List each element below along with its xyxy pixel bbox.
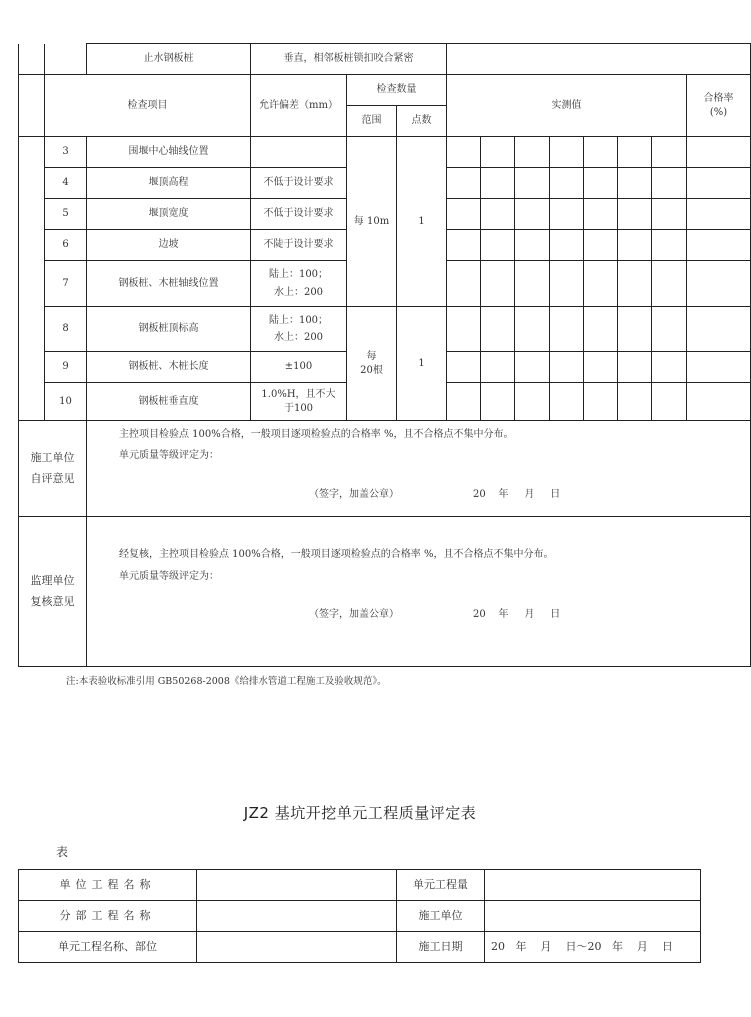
construction-date-label: 施工日期	[397, 932, 485, 963]
group1-points: 1	[397, 137, 447, 307]
supervise-eval-line1: 经复核，主控项目检验点 100%合格，一般项目逐项检验点的合格率 %，且不合格点不集中分布。	[119, 549, 554, 560]
row-tolerance: 1.0%H，且不大于100	[251, 383, 347, 421]
division-project-name-value[interactable]	[197, 901, 397, 932]
blank-cell	[19, 383, 45, 421]
self-eval-date: 20 年 月 日	[473, 489, 561, 500]
division-project-name-label: 分部工程名称	[19, 901, 197, 932]
blank-cell	[19, 352, 45, 383]
row-no: 6	[45, 230, 87, 261]
unit-quantity-value[interactable]	[485, 870, 701, 901]
blank-cell	[19, 199, 45, 230]
row-no: 9	[45, 352, 87, 383]
self-eval-label	[19, 421, 87, 517]
blank-cell	[19, 44, 45, 75]
row-item: 钢板桩、木桩轴线位置	[87, 261, 251, 307]
group2-range: 每 20根	[347, 307, 397, 421]
row-tolerance: 不陡于设计要求	[251, 230, 347, 261]
row-item: 边坡	[87, 230, 251, 261]
blank-cell	[19, 261, 45, 307]
group2-points: 1	[397, 307, 447, 421]
row-no: 7	[45, 261, 87, 307]
row-item: 钢板桩垂直度	[87, 383, 251, 421]
tolerance-water: 水上：200	[273, 332, 324, 343]
row-item: 钢板桩顶标高	[87, 307, 251, 352]
row-tolerance	[251, 307, 347, 352]
unit-project-name-label: 单位工程名称	[19, 870, 197, 901]
self-eval-line1: 主控项目检验点 100%合格，一般项目逐项检验点的合格率 %，且不合格点不集中分布。	[119, 429, 514, 440]
row-item: 围堰中心轴线位置	[87, 137, 251, 168]
blank-cell	[19, 307, 45, 352]
self-eval-sign: （签字，加盖公章）	[309, 489, 399, 500]
blank-cell	[19, 106, 45, 137]
top-row-requirement: 垂直，相邻板桩锁扣咬合紧密	[251, 44, 447, 75]
row-no: 8	[45, 307, 87, 352]
row-tolerance: 不低于设计要求	[251, 168, 347, 199]
supervise-eval-label	[19, 517, 87, 667]
header-item: 检查项目	[45, 75, 251, 137]
footnote: 注:本表验收标准引用 GB50268-2008《给排水管道工程施工及验收规范》。	[66, 676, 387, 687]
table-row	[19, 932, 701, 963]
row-item: 堰顶宽度	[87, 199, 251, 230]
supervise-eval-label-b: 复核意见	[30, 594, 75, 608]
inspection-table	[18, 43, 751, 667]
supervise-eval-row	[19, 517, 751, 667]
unit-project-name-value[interactable]	[197, 870, 397, 901]
tolerance-land: 陆上：100；	[268, 314, 329, 326]
row-tolerance	[251, 137, 347, 168]
top-row-name: 止水钢板桩	[87, 44, 251, 75]
supervise-eval-label-a: 监理单位	[30, 573, 75, 587]
supervise-eval-sign: （签字，加盖公章）	[309, 609, 399, 620]
construction-unit-label: 施工单位	[397, 901, 485, 932]
table-row	[19, 870, 701, 901]
table-row	[19, 137, 751, 168]
row-item: 堰顶高程	[87, 168, 251, 199]
self-eval-line2: 单元质量等级评定为：	[119, 450, 219, 461]
form2-subtitle: 表	[56, 845, 69, 859]
form2-title: JZ2 基坑开挖单元工程质量评定表	[243, 804, 477, 822]
blank-cell	[19, 168, 45, 199]
construction-unit-value[interactable]	[485, 901, 701, 932]
header-range: 范围	[347, 106, 397, 137]
blank-cell	[447, 44, 751, 75]
header-quantity: 检查数量	[347, 75, 447, 106]
header-points: 点数	[397, 106, 447, 137]
header-tolerance: 允许偏差（mm）	[251, 75, 347, 137]
tolerance-land: 陆上：100；	[268, 269, 329, 280]
row-no: 5	[45, 199, 87, 230]
header-pass-rate: 合格率(%)	[687, 75, 751, 137]
tolerance-water: 水上：200	[273, 286, 324, 298]
self-eval-content	[87, 421, 751, 517]
table-row	[19, 901, 701, 932]
group1-range: 每 10m	[347, 137, 397, 307]
blank-cell	[45, 44, 87, 75]
self-eval-row	[19, 421, 751, 517]
row-no: 4	[45, 168, 87, 199]
row-item: 钢板桩、木桩长度	[87, 352, 251, 383]
self-eval-label-a: 施工单位	[30, 450, 75, 464]
row-no: 3	[45, 137, 87, 168]
blank-cell	[19, 75, 45, 106]
supervise-eval-date: 20 年 月 日	[473, 609, 561, 620]
unit-name-location-value[interactable]	[197, 932, 397, 963]
header-measured: 实测值	[447, 75, 687, 137]
row-no: 10	[45, 383, 87, 421]
self-eval-label-b: 自评意见	[30, 471, 75, 485]
supervise-eval-content	[87, 517, 751, 667]
table-row	[19, 307, 751, 352]
supervise-eval-line2: 单元质量等级评定为：	[119, 571, 219, 582]
unit-quantity-label: 单元工程量	[397, 870, 485, 901]
unit-name-location-label: 单元工程名称、部位	[19, 932, 197, 963]
construction-date-value[interactable]: 20 年 月 日～20 年 月 日	[485, 932, 701, 963]
row-tolerance: ±100	[251, 352, 347, 383]
blank-cell	[19, 230, 45, 261]
blank-cell	[19, 137, 45, 168]
row-tolerance	[251, 261, 347, 307]
form2-table	[18, 869, 701, 963]
row-tolerance: 不低于设计要求	[251, 199, 347, 230]
